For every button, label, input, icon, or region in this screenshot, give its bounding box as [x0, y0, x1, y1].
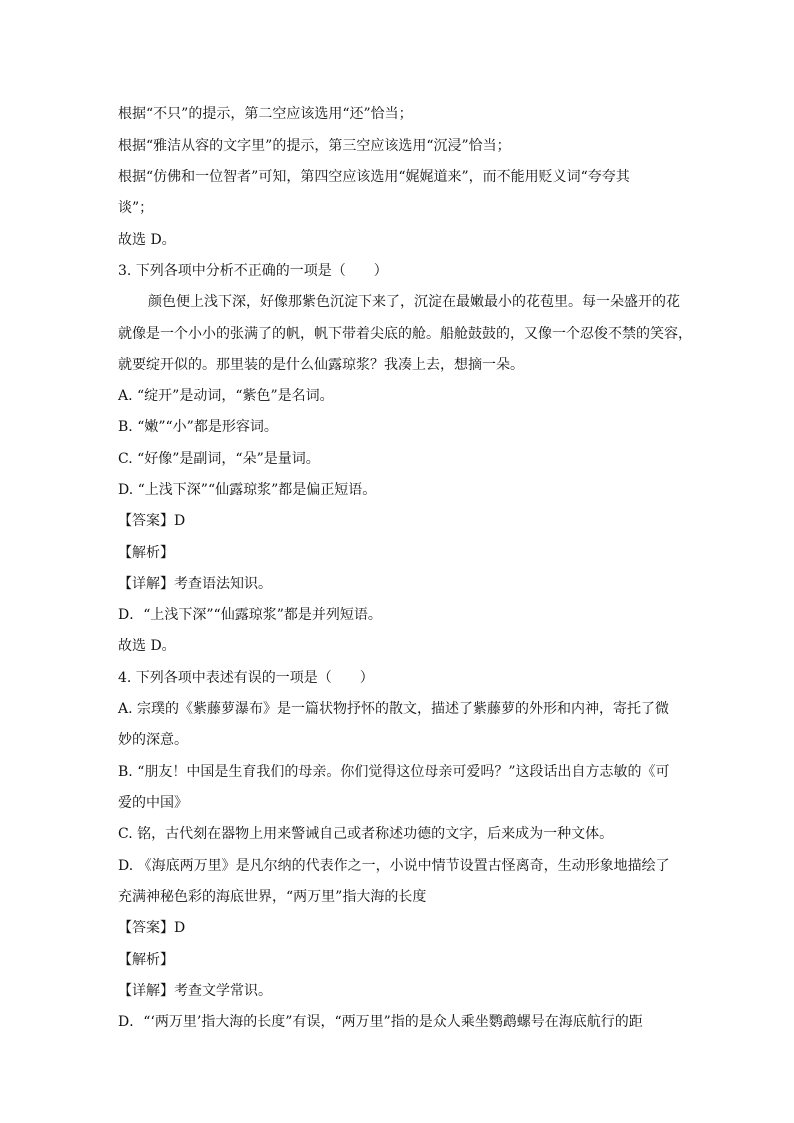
detail-text: D．“上浅下深”“仙露琼浆”都是并列短语。: [118, 607, 382, 623]
explanation-line-2: 根据“雅洁从容的文字里”的提示，第三空应该选用“沉浸”恰当；: [118, 138, 511, 154]
option-d: D. “上浅下深”“仙露琼浆”都是偏正短语。: [118, 482, 377, 498]
passage-line-1: 颜色便上浅下深，好像那紫色沉淀下来了，沉淀在最嫩最小的花苞里。每一朵盛开的花: [148, 294, 680, 310]
passage-line-2: 就像是一个小小的张满了的帆，帆下带着尖底的舱。船舱鼓鼓的，又像一个忍俊不禁的笑容，: [118, 326, 692, 342]
detail-label: 【详解】考查语法知识。: [118, 576, 272, 592]
detail-text: D．“‘两万里’指大海的长度”有误，“两万里”指的是众人乘坐鹦鹉螺号在海底航行的距: [118, 1014, 643, 1030]
passage-line-3: 就要绽开似的。那里装的是什么仙露琼浆？我凑上去，想摘一朵。: [118, 357, 524, 373]
option-d: D. 《海底两万里》是凡尔纳的代表作之一，小说中情节设置古怪离奇，生动形象地描绘了: [118, 858, 670, 874]
option-c: C. 铭，古代刻在器物上用来警诫自己或者称述功德的文字，后来成为一种文体。: [118, 826, 614, 842]
analysis-label: 【解析】: [118, 952, 174, 968]
explanation-line-3: 根据“仿佛和一位智者”可知，第四空应该选用“娓娓道来”，而不能用贬义词“夸夸其: [118, 169, 630, 185]
analysis-label: 【解析】: [118, 545, 174, 561]
option-d-cont: 充满神秘色彩的海底世界，“两万里”指大海的长度: [118, 889, 427, 905]
option-b: B. “朋友！中国是生育我们的母亲。你们觉得这位母亲可爱吗？”这段话出自方志敏的《可: [118, 764, 670, 780]
detail-label: 【详解】考查文学常识。: [118, 983, 272, 999]
explanation-line-1: 根据“不只”的提示，第二空应该选用“还”恰当；: [118, 106, 413, 122]
option-a: A. “绽开”是动词，“紫色”是名词。: [118, 388, 334, 404]
question-3-stem: 3. 下列各项中分析不正确的一项是（ ）: [118, 263, 388, 279]
option-b-cont: 爱的中国》: [118, 795, 188, 811]
question-4-stem: 4. 下列各项中表述有误的一项是（ ）: [118, 670, 374, 686]
answer-label: 【答案】D: [118, 513, 186, 529]
option-a-cont: 妙的深意。: [118, 732, 188, 748]
option-b: B. “嫩”“小”都是形容词。: [118, 419, 278, 435]
explanation-line-3-cont: 谈”；: [118, 200, 154, 216]
answer-label: 【答案】D: [118, 920, 186, 936]
option-c: C. “好像”是副词，“朵”是量词。: [118, 451, 320, 467]
conclusion-line: 故选 D。: [118, 232, 176, 248]
conclusion-line: 故选 D。: [118, 638, 176, 654]
option-a: A. 宗璞的《紫藤萝瀑布》是一篇状物抒怀的散文，描述了紫藤萝的外形和内神，寄托了微: [118, 701, 670, 717]
